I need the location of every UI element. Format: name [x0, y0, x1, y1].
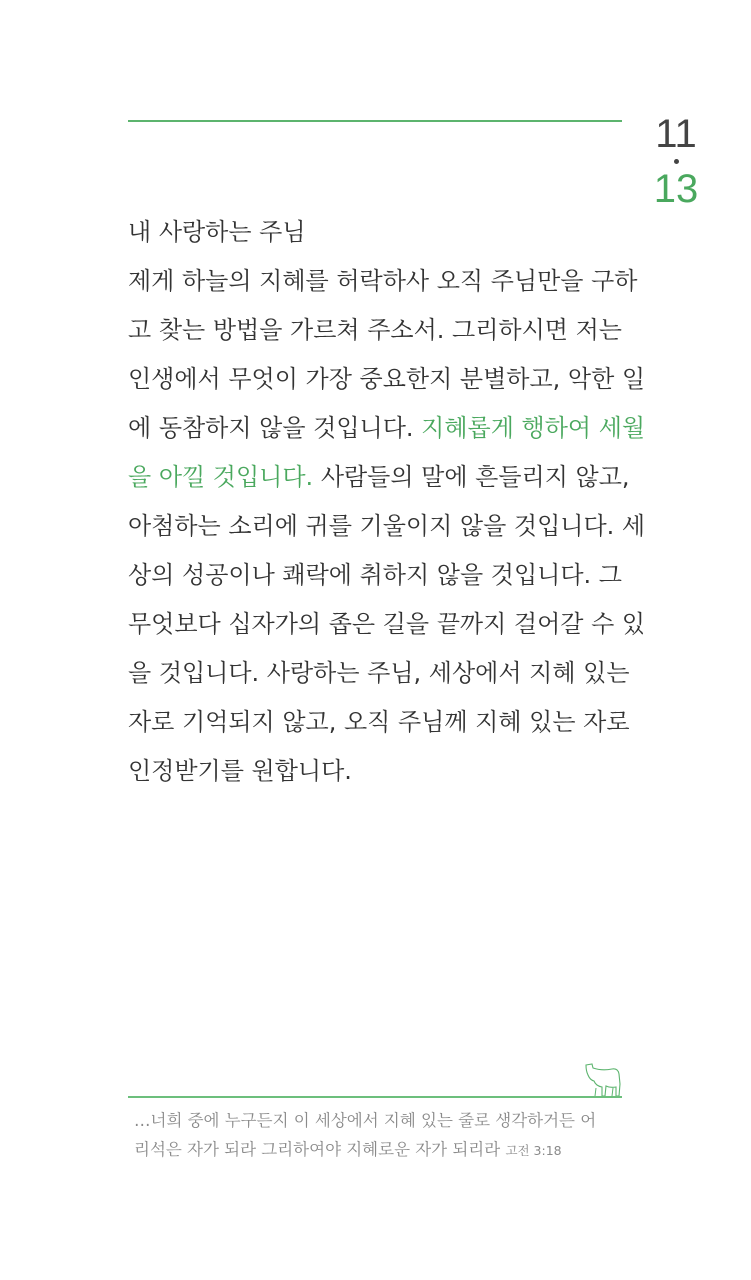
verse-line: …너희 중에 누구든지 이 세상에서 지혜 있는 줄로 생각하거든 어: [134, 1111, 597, 1130]
prayer-line: 고 찾는 방법을 가르쳐 주소서. 그리하시면 저는: [128, 316, 622, 344]
prayer-line: 상의 성공이나 쾌락에 취하지 않을 것입니다. 그: [128, 561, 622, 589]
highlighted-text: 지혜롭게 행하여 세월: [421, 414, 646, 442]
prayer-line: 제게 하늘의 지혜를 허락하사 오직 주님만을 구하: [128, 267, 638, 295]
prayer-line: 무엇보다 십자가의 좁은 길을 끝까지 걸어갈 수 있: [128, 610, 646, 638]
prayer-line: 인생에서 무엇이 가장 중요한지 분별하고, 악한 일: [128, 365, 646, 393]
date-separator-dot: [674, 159, 679, 164]
prayer-line: 자로 기억되지 않고, 오직 주님께 지혜 있는 자로: [128, 708, 630, 736]
prayer-line: 을 아낄 것입니다. 사람들의 말에 흔들리지 않고,: [128, 463, 630, 491]
date-badge: [648, 112, 704, 211]
prayer-line: 을 것입니다. 사랑하는 주님, 세상에서 지혜 있는: [128, 659, 630, 687]
prayer-title: 내 사랑하는 주님: [128, 218, 306, 246]
prayer-line: 아첨하는 소리에 귀를 기울이지 않을 것입니다. 세: [128, 512, 646, 540]
date-day: 13: [653, 167, 699, 211]
verse-line: 리석은 자가 되라 그리하여야 지혜로운 자가 되리라 고전 3:18: [134, 1140, 562, 1159]
prayer-line: 인정받기를 원합니다.: [128, 757, 352, 785]
highlighted-text: 을 아낄 것입니다.: [128, 463, 314, 491]
prayer-line: 에 동참하지 않을 것입니다. 지혜롭게 행하여 세월: [128, 414, 646, 442]
verse-reference: 고전 3:18: [505, 1143, 562, 1158]
scripture-verse: [134, 1106, 618, 1165]
date-month: 11: [655, 112, 697, 156]
top-divider: [128, 120, 622, 122]
footnote-divider: [128, 1096, 622, 1098]
prayer-text: [128, 208, 646, 796]
sheep-icon: [580, 1062, 624, 1098]
